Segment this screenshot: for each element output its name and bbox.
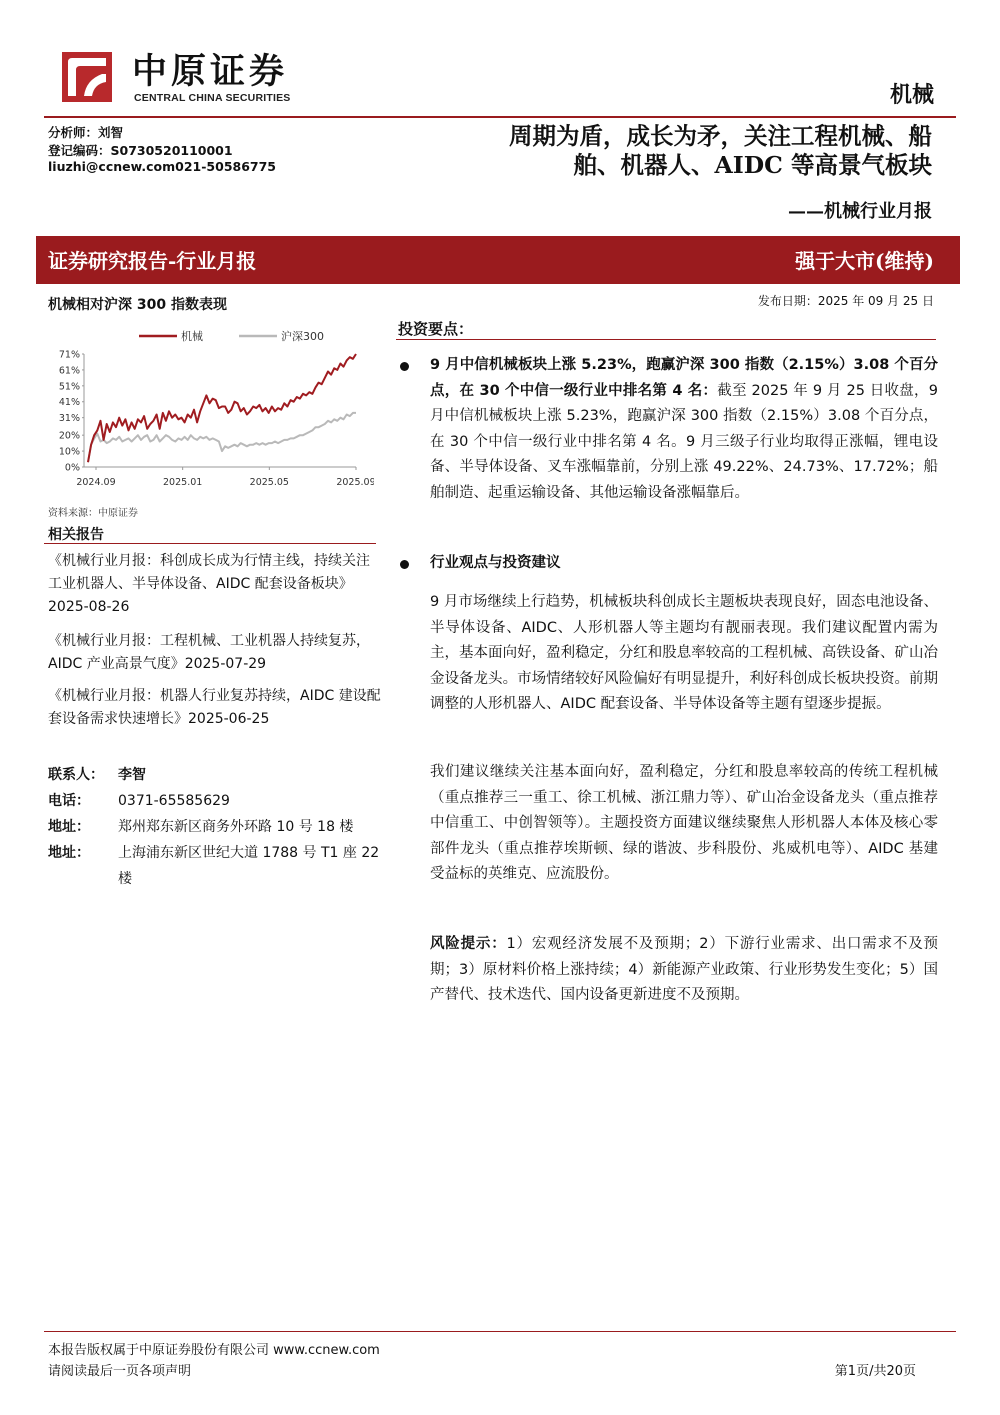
contact-person-row	[48, 762, 378, 788]
related-report-item[interactable]: 《机械行业月报：机器人行业复苏持续，AIDC 建设配套设备需求快速增长》2025-06-25	[48, 688, 381, 727]
footer-divider	[44, 1331, 956, 1332]
analyst-registration: 登记编码：S0730520110001	[48, 143, 233, 158]
y-tick-label: 10%	[58, 446, 80, 458]
report-title-line1: 周期为盾，成长为矛，关注工程机械、船	[509, 122, 932, 150]
investment-highlights-title: 投资要点：	[398, 320, 474, 338]
disclaimer-notice: 请阅读最后一页各项声明	[48, 1364, 192, 1379]
outlook-paragraph-1: 9 月市场继续上行趋势，机械板块科创成长主题板块表现良好，固态电池设备、半导体设备、AIDC、人形机器人等主题均有靓丽表现。我们建议配置内需为主，基本面向好，盈利稳定，分红和股息率较高的工程机械、高铁设备、矿山冶金设备龙头。市场情绪较好风险偏好有明显提升，利好科创成长板块投资。前期调整的人形机器人、AIDC 配套设备、半导体设备等主题有望逐步提振。	[430, 594, 938, 712]
point1-body: 截至 2025 年 9 月 25 日收盘，9 月中信机械板块上涨 5.23%，跑赢沪深 300 指数（2.15%）3.08 个百分点，在 30 个中信一级行业中排名第 4 名。9 月三级子行业均取得正涨幅，锂电设备、半导体设备、叉车涨幅靠前，分别上涨 49.22%、24.73%、17.72%；船舶制造、起重运输设备、其他运输设备涨幅靠后。	[430, 382, 938, 501]
contact-person-label: 联系人：	[48, 767, 104, 783]
bullet-icon	[400, 362, 409, 371]
address-value: 郑州郑东新区商务外环路 10 号 18 楼	[118, 819, 354, 835]
risk-text: 1）宏观经济发展不及预期；2）下游行业需求、出口需求不及预期；3）原材料价格上涨持续；4）新能源产业政策、行业形势发生变化；5）国产替代、技术迭代、国内设备更新进度不及预期。	[430, 936, 939, 1003]
x-tick-label: 2025.09	[336, 477, 374, 488]
report-type: 证券研究报告-行业月报	[48, 249, 257, 273]
series-line-1	[88, 413, 356, 462]
chart-title: 机械相对沪深 300 指数表现	[48, 297, 227, 313]
address2-value: 上海浦东新区世纪大道 1788 号 T1 座 22 楼	[118, 845, 380, 887]
contact-person: 李智	[118, 767, 146, 783]
legend-label-1: 沪深300	[281, 330, 324, 343]
analyst-name: 分析师：刘智	[48, 125, 124, 140]
point2-heading: 行业观点与投资建议	[430, 555, 561, 571]
series-line-0	[88, 354, 356, 462]
report-title	[372, 122, 932, 180]
legend-label-0: 机械	[181, 330, 203, 343]
related-report-item[interactable]: 《机械行业月报：科创成长成为行情主线，持续关注工业机器人、半导体设备、AIDC 配套设备板块》2025-08-26	[48, 553, 370, 615]
related-report-item[interactable]: 《机械行业月报：工程机械、工业机器人持续复苏，AIDC 产业高景气度》2025-07-29	[48, 633, 370, 672]
related-reports-title: 相关报告	[48, 527, 104, 543]
y-tick-label: 41%	[58, 397, 80, 409]
industry-label: 机械	[889, 83, 934, 108]
address-label: 地址：	[48, 819, 90, 835]
company-name-en: CENTRAL CHINA SECURITIES	[134, 92, 291, 104]
rating: 强于大市(维持)	[795, 249, 934, 273]
bullet-icon	[400, 560, 409, 569]
company-logo-icon	[62, 52, 112, 102]
y-tick-label: 0%	[64, 462, 80, 474]
contact-phone-row	[48, 788, 378, 814]
x-tick-label: 2025.01	[163, 477, 203, 488]
risk-label: 风险提示：	[430, 936, 507, 952]
y-tick-label: 20%	[58, 430, 80, 442]
point1-heading: 9 月中信机械板块上涨 5.23%，跑赢沪深 300 指数（2.15%）3.08 个百分点，在 30 个中信一级行业中排名第 4 名：	[430, 357, 938, 399]
chart-source: 资料来源：中原证券	[48, 508, 138, 519]
contact-address2-row	[48, 840, 378, 892]
company-name-cn: 中原证券	[132, 51, 289, 92]
outlook-paragraph-2: 我们建议继续关注基本面向好，盈利稳定，分红和股息率较高的传统工程机械（重点推荐三一重工、徐工机械、浙江鼎力等）、矿山冶金设备龙头（重点推荐中信重工、中创智领等）。主题投资方面建议继续聚焦人形机器人本体及核心零部件龙头（重点推荐埃斯顿、绿的谐波、步科股份、兆威机电等）、AIDC 基建受益标的英维克、应流股份。	[430, 764, 938, 882]
contact-address-row	[48, 814, 378, 840]
y-tick-label: 51%	[58, 381, 80, 393]
y-tick-label: 71%	[58, 349, 80, 361]
header-divider	[44, 116, 956, 118]
related-divider	[44, 543, 376, 544]
page-number: 第1页/共20页	[834, 1364, 916, 1379]
performance-chart	[44, 314, 374, 492]
risk-paragraph	[430, 932, 938, 1009]
point1-paragraph	[430, 353, 938, 506]
x-tick-label: 2024.09	[76, 477, 116, 488]
report-title-line2: 舶、机器人、AIDC 等高景气板块	[573, 151, 932, 179]
y-tick-label: 61%	[58, 365, 80, 377]
report-subtitle: ——机械行业月报	[788, 201, 932, 222]
copyright-notice: 本报告版权属于中原证券股份有限公司 www.ccnew.com	[48, 1343, 380, 1358]
phone-label: 电话：	[48, 793, 90, 809]
publish-date: 发布日期：2025 年 09 月 25 日	[757, 294, 934, 308]
analyst-contact: liuzhi@ccnew.com021-50586775	[48, 159, 277, 174]
y-tick-label: 31%	[58, 413, 80, 425]
x-tick-label: 2025.05	[249, 477, 289, 488]
investment-divider	[396, 339, 936, 340]
phone-value: 0371-65585629	[118, 793, 230, 809]
address2-label: 地址：	[48, 845, 90, 861]
performance-chart-svg	[44, 314, 374, 492]
